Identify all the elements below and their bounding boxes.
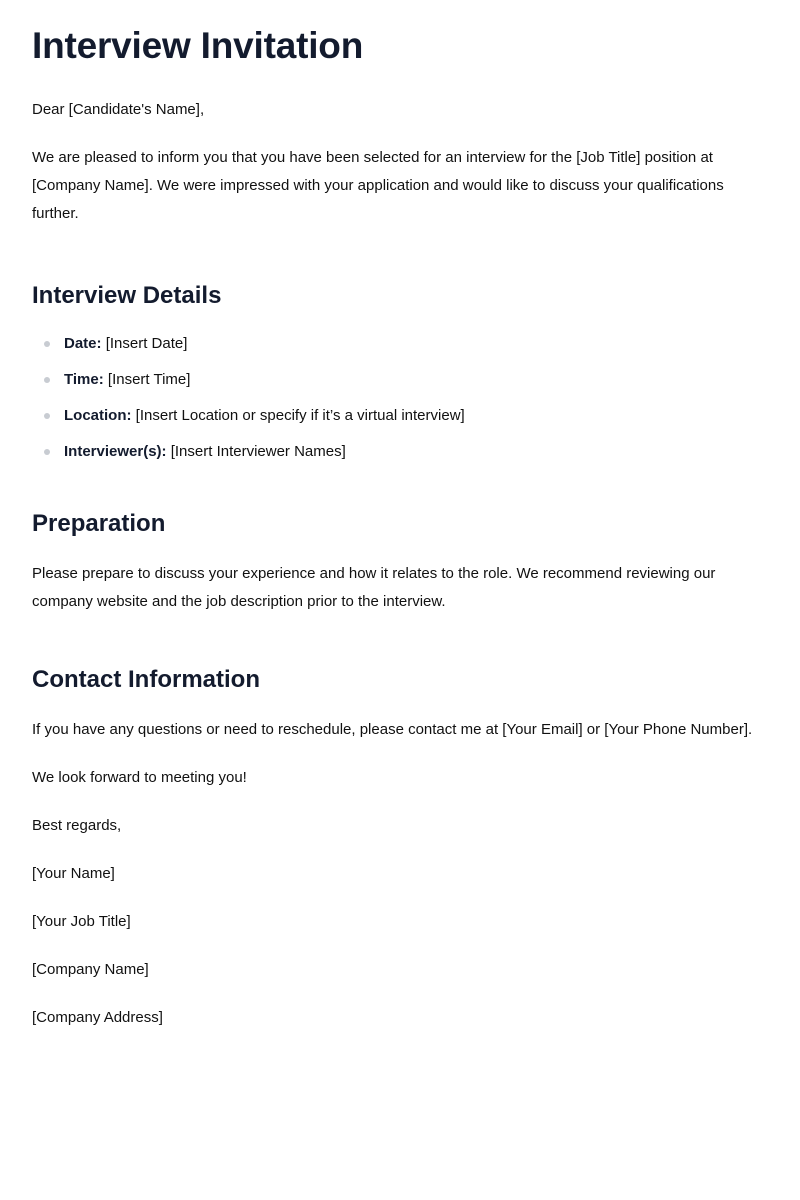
closing-line: We look forward to meeting you!	[32, 769, 247, 786]
intro-paragraph: We are pleased to inform you that you have been selected for an interview for the [Job Title] position at [Company Name]. We were impressed with your application and would like to discuss your qualifications further.	[32, 149, 724, 222]
contact-paragraph: If you have any questions or need to reschedule, please contact me at [Your Email] or [Your Phone Number].	[32, 721, 753, 738]
detail-label: Date:	[64, 335, 102, 352]
greeting: Dear [Candidate's Name],	[32, 101, 205, 118]
interview-details-list	[32, 332, 768, 464]
detail-value: [Insert Time]	[107, 371, 191, 388]
detail-label: Interviewer(s):	[64, 443, 167, 460]
sender-company: [Company Name]	[32, 961, 149, 978]
detail-value: [Insert Location or specify if it’s a virtual interview]	[135, 407, 465, 424]
page-title: Interview Invitation	[32, 25, 364, 66]
preparation-paragraph: Please prepare to discuss your experience and how it relates to the role. We recommend reviewing our company website and the job description prior to the interview.	[32, 565, 716, 610]
sender-name: [Your Name]	[32, 865, 115, 882]
preparation-heading: Preparation	[32, 510, 166, 537]
detail-label: Location:	[64, 407, 132, 424]
detail-item-time	[32, 368, 768, 392]
interview-details-heading: Interview Details	[32, 282, 222, 309]
detail-item-location	[32, 404, 768, 428]
detail-value: [Insert Date]	[105, 335, 188, 352]
sign-off: Best regards,	[32, 817, 122, 834]
detail-item-interviewers	[32, 440, 768, 464]
detail-value: [Insert Interviewer Names]	[170, 443, 346, 460]
sender-address: [Company Address]	[32, 1009, 163, 1026]
sender-job-title: [Your Job Title]	[32, 913, 131, 930]
detail-item-date	[32, 332, 768, 356]
contact-heading: Contact Information	[32, 666, 260, 693]
detail-label: Time:	[64, 371, 104, 388]
